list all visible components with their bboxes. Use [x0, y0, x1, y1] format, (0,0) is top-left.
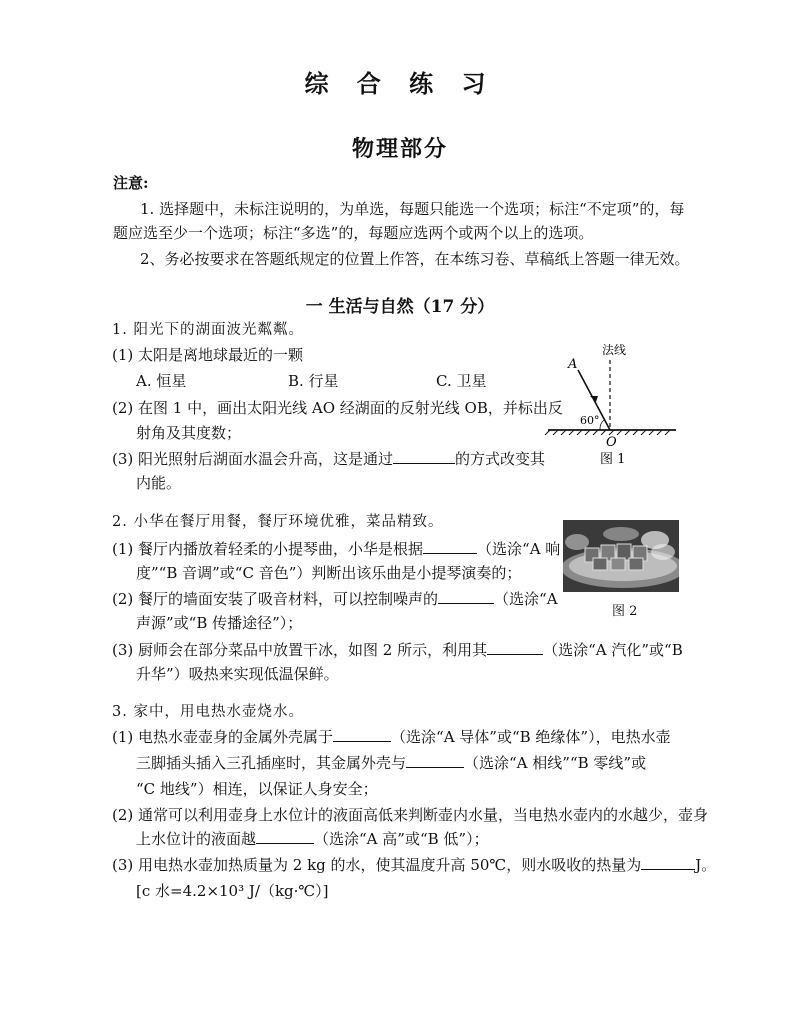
question-2-sub-3	[112, 637, 683, 663]
figure-1-caption: 图 1	[600, 452, 626, 467]
question-2-sub-2-line-2: 声源”或“B 传播途径”）；	[136, 614, 303, 632]
question-1-sub-3-text: (3) 阳光照射后湖面水温会升高，这是通过	[112, 450, 394, 468]
question-2-sub-1-line-2: 度”“B 音调”或“C 音色”）判断出该乐曲是小提琴演奏的；	[136, 564, 522, 582]
question-3-sub-1-line-2-post: （选涂“A 相线”“B 零线”或	[464, 754, 647, 772]
point-a-label: A	[568, 357, 578, 372]
notice-item-1-line-1: 1. 选择题中，未标注说明的，为单选，每题只能选一个选项；标注“不定项”的，每	[140, 200, 685, 218]
figure-2-photo	[563, 520, 679, 592]
answer-blank-2-1[interactable]	[423, 537, 477, 554]
answer-blank-3-2[interactable]	[256, 827, 314, 844]
question-3-sub-3-text: (3) 用电热水壶加热质量为 2 kg 的水，使其温度升高 50℃，则水吸收的热量为	[112, 856, 642, 874]
question-1-sub-3-line-2: 内能。	[136, 474, 182, 492]
question-2-sub-2	[112, 586, 558, 612]
question-3-sub-1	[112, 724, 671, 750]
question-1-option-c: C. 卫星	[436, 372, 487, 390]
notice-item-2: 2、务必按要求在答题纸规定的位置上作答，在本练习卷、草稿纸上答题一律无效。	[140, 250, 690, 268]
question-3-sub-2-line-2	[136, 826, 489, 852]
question-3-sub-2-line-2-post: （选涂“A 高”或“B 低”）；	[314, 830, 489, 848]
page-subtitle: 物理部分	[351, 136, 448, 162]
answer-blank-2-2[interactable]	[438, 587, 494, 604]
question-3-sub-1-text: (1) 电热水壶壶身的金属外壳属于	[112, 728, 334, 746]
question-2-sub-3-text-post: （选涂“A 汽化”或“B	[543, 641, 683, 659]
normal-label: 法线	[602, 343, 627, 357]
answer-blank-1-3[interactable]	[393, 447, 455, 464]
figure-2-caption: 图 2	[612, 604, 638, 619]
point-o-label: O	[606, 435, 617, 450]
question-3-sub-3	[112, 852, 716, 878]
question-1-sub-2-line-2: 射角及其度数；	[136, 424, 242, 442]
question-1-sub-2-line-1: (2) 在图 1 中，画出太阳光线 AO 经湖面的反射光线 OB，并标出反	[112, 399, 563, 417]
question-1-option-a: A. 恒星	[136, 372, 187, 390]
question-3-sub-3-unit: J。	[695, 856, 717, 874]
answer-blank-3-1a[interactable]	[333, 725, 391, 742]
section-title: 一 生活与自然（17 分）	[305, 297, 495, 317]
answer-blank-2-3[interactable]	[487, 638, 543, 655]
question-1-option-b: B. 行星	[288, 372, 339, 390]
question-3-sub-2-line-1: (2) 通常可以利用壶身上水位计的液面高低来判断壶内水量，当电热水壶内的水越少，壶身	[112, 806, 709, 824]
question-1-sub-3-text-post: 的方式改变其	[455, 450, 546, 468]
angle-arc	[600, 420, 604, 430]
question-3-head: 3. 家中，用电热水壶烧水。	[112, 704, 304, 720]
question-2-sub-1	[112, 536, 560, 562]
angle-label: 60°	[580, 414, 600, 427]
dry-ice-dish-image	[563, 520, 679, 592]
question-2-head: 2. 小华在餐厅用餐，餐厅环境优雅，菜品精致。	[112, 514, 444, 530]
question-1-sub-1: (1) 太阳是离地球最近的一颗	[112, 346, 304, 364]
question-2-sub-1-text-post: （选涂“A 响	[477, 540, 561, 558]
notice-item-1-line-2: 题应选至少一个选项；标注“多选”的，每题应选两个或两个以上的选项。	[113, 224, 594, 242]
answer-blank-3-3[interactable]	[641, 853, 695, 870]
question-3-sub-1-text-post: （选涂“A 导体”或“B 绝缘体”），电热水壶	[391, 728, 671, 746]
question-2-sub-3-text: (3) 厨师会在部分菜品中放置干冰，如图 2 所示，利用其	[112, 641, 488, 659]
question-3-sub-2-line-2-text: 上水位计的液面越	[136, 830, 257, 848]
figure-1-diagram	[540, 338, 685, 468]
question-2-sub-2-text-post: （选涂“A	[494, 590, 558, 608]
question-2-sub-1-text: (1) 餐厅内播放着轻柔的小提琴曲，小华是根据	[112, 540, 424, 558]
question-2-sub-2-text: (2) 餐厅的墙面安装了吸音材料，可以控制噪声的	[112, 590, 439, 608]
notice-label: 注意:	[113, 174, 149, 192]
question-3-sub-1-line-2-text: 三脚插头插入三孔插座时，其金属外壳与	[136, 754, 407, 772]
question-1-head: 1. 阳光下的湖面波光粼粼。	[112, 322, 304, 338]
specific-heat-formula: [c 水=4.2×10³ J/（kg·℃）]	[136, 882, 329, 900]
question-3-sub-1-line-3: “C 地线”）相连，以保证人身安全；	[136, 780, 378, 798]
question-3-sub-1-line-2	[136, 750, 646, 776]
page-title: 综 合 练 习	[304, 69, 496, 98]
question-1-sub-3	[112, 446, 545, 472]
answer-blank-3-1b[interactable]	[406, 751, 464, 768]
question-2-sub-3-line-2: 升华”）吸热来实现低温保鲜。	[136, 665, 339, 683]
